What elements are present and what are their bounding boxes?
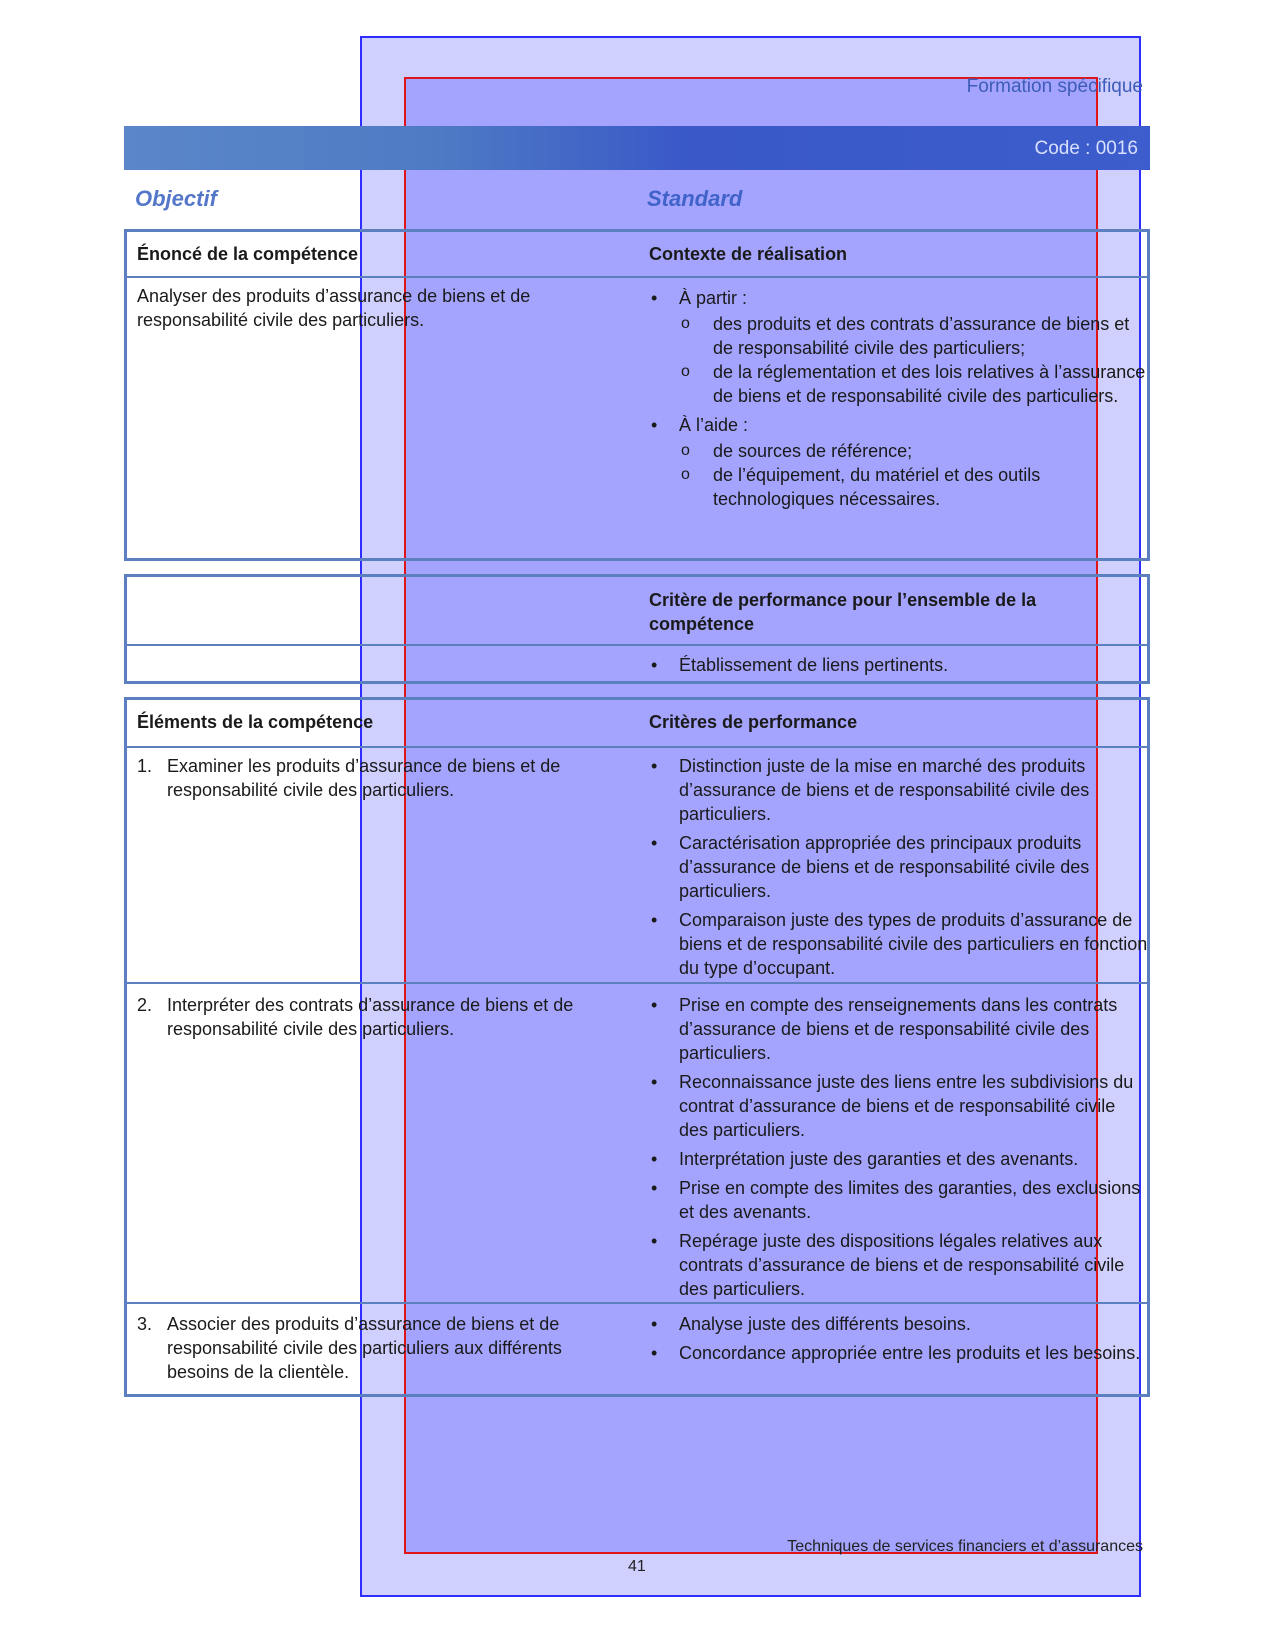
ensemble-header: Critère de performance pour l’ensemble de la compétence (649, 590, 1037, 634)
enonce-header-row (127, 232, 1147, 278)
competence-statement: Analyser des produits d’assurance de biens et de responsabilité civile des particuliers. (137, 286, 531, 330)
elements-header-row (127, 700, 1147, 748)
element-text: Interpréter des contrats d’assurance de biens et de responsabilité civile des particuliers. (167, 995, 574, 1039)
criterion-item: • Caractérisation appropriée des principaux produits d’assurance de biens et de responsabilité civile des particuliers. (649, 831, 1149, 903)
elements-table (124, 697, 1150, 1397)
contexte-group-label: À partir : (679, 288, 748, 308)
enonce-header: Énoncé de la compétence (137, 244, 359, 264)
enonce-table (124, 229, 1150, 561)
criteria-list-2 (649, 993, 1149, 1306)
contexte-item: o de l’équipement, du matériel et des outils technologiques nécessaires. (679, 463, 1149, 511)
ensemble-table (124, 574, 1150, 684)
code-label: Code : 0016 (1034, 138, 1138, 159)
element-number: 1. (137, 756, 153, 776)
criterion-item: • Reconnaissance juste des liens entre les subdivisions du contrat d’assurance de biens et de responsabilité civile des particuliers. (649, 1070, 1149, 1142)
element-text: Examiner les produits d’assurance de biens et de responsabilité civile des particuliers. (167, 756, 561, 800)
contexte-item: o des produits et des contrats d’assurance de biens et de responsabilité civile des particuliers; (679, 312, 1149, 360)
contexte-group (649, 286, 1149, 408)
criterion-item: • Distinction juste de la mise en marché des produits d’assurance de biens et de responsabilité civile des particuliers. (649, 754, 1149, 826)
footer-program: Techniques de services financiers et d’assurances (787, 1538, 1143, 1555)
ensemble-item: • Établissement de liens pertinents. (649, 653, 1149, 677)
criterion-item: • Comparaison juste des types de produits d’assurance de biens et de responsabilité civile des particuliers en fonction du type d’occupant. (649, 908, 1149, 980)
formation-label: Formation spécifique (966, 76, 1143, 97)
criteria-list-3 (649, 1312, 1149, 1370)
element-row-2 (137, 993, 617, 1041)
criterion-item: • Prise en compte des renseignements dans les contrats d’assurance de biens et de responsabilité civile des particuliers. (649, 993, 1149, 1065)
ensemble-header-row (127, 577, 1147, 646)
code-bar (124, 126, 1150, 170)
criteres-header: Critères de performance (649, 712, 858, 732)
element-text: Associer des produits d’assurance de biens et de responsabilité civile des particuliers aux différents besoins de la clientèle. (167, 1314, 562, 1382)
contexte-item: o de sources de référence; (679, 439, 1149, 463)
row-separator (127, 982, 1147, 984)
row-separator (127, 1302, 1147, 1304)
ensemble-list (649, 653, 1149, 682)
criterion-item: • Analyse juste des différents besoins. (649, 1312, 1149, 1336)
criteria-list-1 (649, 754, 1149, 985)
element-row-1 (137, 754, 617, 802)
section-headings (135, 186, 1135, 214)
criterion-item: • Interprétation juste des garanties et des avenants. (649, 1147, 1149, 1171)
contexte-header: Contexte de réalisation (649, 244, 848, 264)
criterion-item: • Repérage juste des dispositions légales relatives aux contrats d’assurance de biens et de responsabilité civile des particuliers. (649, 1229, 1149, 1301)
element-row-3 (137, 1312, 617, 1384)
contexte-group-label: À l’aide : (679, 415, 749, 435)
contexte-item: o de la réglementation et des lois relatives à l’assurance de biens et de responsabilité civile des particuliers. (679, 360, 1149, 408)
element-number: 3. (137, 1314, 153, 1334)
contexte-group (649, 413, 1149, 511)
criterion-item: • Concordance appropriée entre les produits et les besoins. (649, 1341, 1149, 1365)
criterion-item: • Prise en compte des limites des garanties, des exclusions et des avenants. (649, 1176, 1149, 1224)
contexte-list (649, 286, 1149, 516)
objectif-heading: Objectif (135, 186, 217, 211)
standard-heading: Standard (647, 186, 743, 211)
page-number: 41 (628, 1558, 646, 1575)
elements-header: Éléments de la compétence (137, 712, 374, 732)
element-number: 2. (137, 995, 153, 1015)
